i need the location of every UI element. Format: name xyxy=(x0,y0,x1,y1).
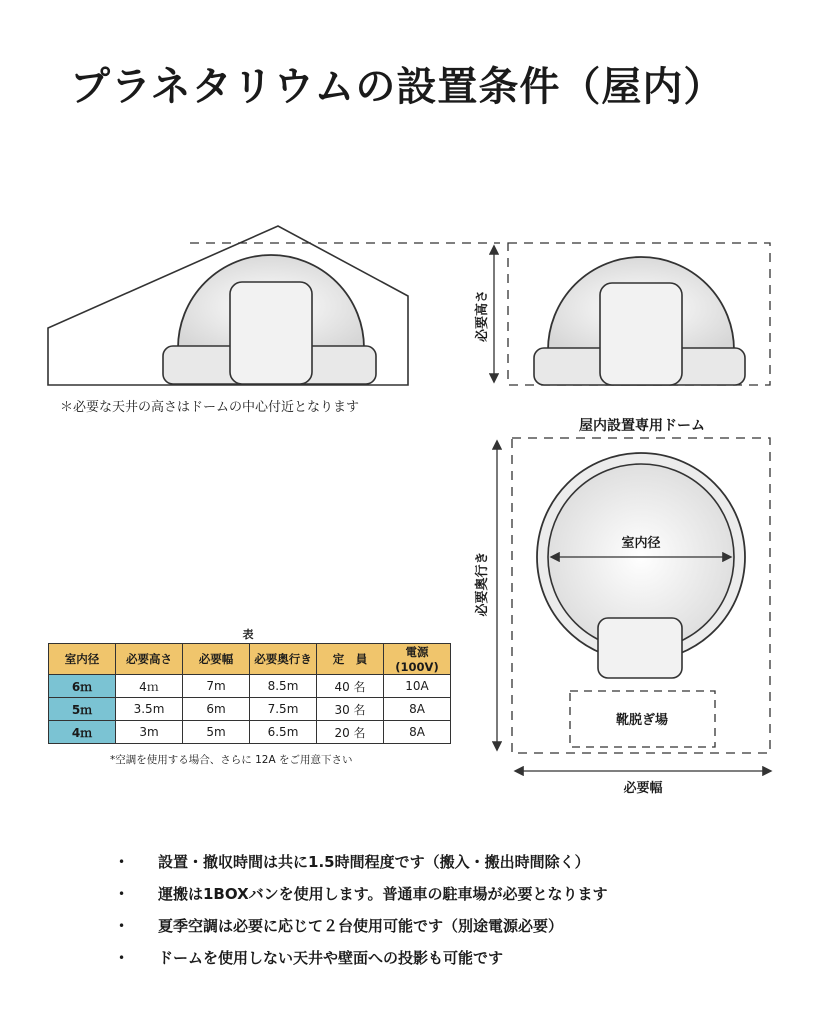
table-cell: 7m xyxy=(183,675,250,698)
required-width-label: 必要幅 xyxy=(623,781,663,796)
header-cell: 定 員 xyxy=(317,644,384,675)
header-cell: 必要奥行き xyxy=(250,644,317,675)
list-item: • 運搬は1BOXバンを使用します。普通車の駐車場が必要となります xyxy=(118,882,607,914)
table-cell: 20 名 xyxy=(317,721,384,744)
table-row xyxy=(49,698,451,721)
table-cell: 40 名 xyxy=(317,675,384,698)
table-cell: 4ｍ xyxy=(116,675,183,698)
table-cell: 8A xyxy=(384,721,451,744)
dome-entrance xyxy=(598,618,682,678)
table-cell: 6m xyxy=(183,698,250,721)
table-row xyxy=(49,721,451,744)
table-cell: 5m xyxy=(183,721,250,744)
header-cell: 必要高さ xyxy=(116,644,183,675)
table-cell: 8.5m xyxy=(250,675,317,698)
table-cell: 5ｍ xyxy=(49,698,116,721)
header-cell: 必要幅 xyxy=(183,644,250,675)
table-cell: 4ｍ xyxy=(49,721,116,744)
required-height-label: 必要高さ xyxy=(475,289,490,343)
table-cell: 3.5m xyxy=(116,698,183,721)
page-title: プラネタリウムの設置条件（屋内） xyxy=(70,64,725,110)
spec-table xyxy=(48,643,451,744)
table-note: *空調を使用する場合、さらに 12A をご用意下さい xyxy=(110,754,353,766)
list-item: • 夏季空調は必要に応じて２台使用可能です（別途電源必要） xyxy=(118,914,607,946)
table-cell: 30 名 xyxy=(317,698,384,721)
dome-entrance xyxy=(230,282,312,384)
table-cell: 8A xyxy=(384,698,451,721)
table-cell: 3m xyxy=(116,721,183,744)
table-cell: 6ｍ xyxy=(49,675,116,698)
floor-plan-view xyxy=(474,417,770,796)
indoor-dome-label: 屋内設置専用ドーム xyxy=(579,418,705,434)
header-cell: 室内径 xyxy=(49,644,116,675)
side-view-sloped-roof xyxy=(48,226,500,385)
table-row xyxy=(49,675,451,698)
table-header-row xyxy=(49,644,451,675)
shoe-area-label: 靴脱ぎ場 xyxy=(615,713,669,728)
list-item: • 設置・撤収時間は共に1.5時間程度です（搬入・搬出時間除く） xyxy=(118,850,607,882)
table-caption: 表 xyxy=(242,628,254,641)
list-item: • ドームを使用しない天井や壁面への投影も可能です xyxy=(118,946,607,978)
height-view xyxy=(474,243,770,385)
table-cell: 6.5m xyxy=(250,721,317,744)
dome-entrance xyxy=(600,283,682,385)
indoor-diameter-label: 室内径 xyxy=(621,536,661,551)
conditions-list xyxy=(118,850,607,978)
ceiling-note: ＊必要な天井の高さはドームの中心付近となります xyxy=(60,400,360,415)
table-cell: 7.5m xyxy=(250,698,317,721)
required-depth-label: 必要奥行き xyxy=(475,551,490,617)
header-cell: 電源 (100V) xyxy=(384,644,451,675)
table-cell: 10A xyxy=(384,675,451,698)
